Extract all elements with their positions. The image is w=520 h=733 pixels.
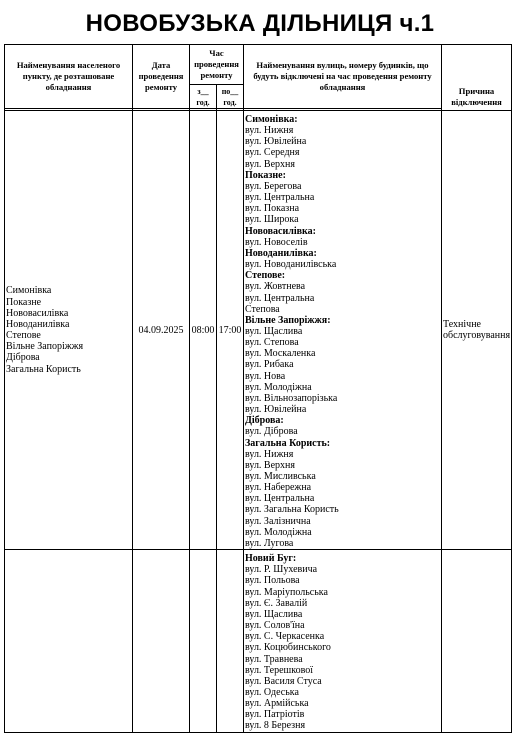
street-item: вул. Нижня (245, 448, 294, 460)
to-time-cell (217, 550, 244, 733)
table-row (5, 111, 512, 550)
street-item: вул. Травнева (245, 653, 303, 665)
header-to: по__ год. (217, 85, 244, 109)
street-item: вул. Показна (245, 203, 300, 215)
to-time-cell: 17:00 (217, 111, 244, 550)
street-item: вул. Степова (245, 337, 299, 349)
settlement-heading: Діброва: (245, 415, 284, 427)
from-time-cell (190, 550, 217, 733)
settlement-heading: Вільне Запоріжжя: (245, 314, 331, 326)
street-item: вул. Ювілейна (245, 404, 307, 416)
street-item: вул. Лугова (245, 537, 294, 549)
street-item: вул. Молодіжна (245, 526, 312, 538)
street-item: вул. Щаслива (245, 325, 303, 337)
settlements-cell (5, 111, 133, 550)
settlement-heading: Новий Буг: (245, 553, 297, 565)
street-item: вул. Центральна (245, 493, 315, 505)
street-item: вул. Патріотів (245, 709, 305, 721)
street-item: вул. Вільнозапорізька (245, 392, 338, 404)
street-item: вул. Центральна (245, 292, 315, 304)
outage-table (4, 44, 512, 733)
settlement-heading: Новоданилівка: (245, 247, 317, 259)
street-item: вул. Нижня (245, 125, 294, 137)
street-item: вул. Верхня (245, 158, 295, 170)
street-item: вул. Залізнична (245, 515, 311, 527)
street-item: вул. Маріупольська (245, 586, 328, 598)
page-title: НОВОБУЗЬКА ДІЛЬНИЦЯ ч.1 (85, 10, 435, 37)
street-item: вул. Широка (245, 214, 299, 226)
street-item: вул. Новоданилівська (245, 259, 337, 271)
street-item: вул. Нова (245, 370, 286, 382)
settlement-item: Новоданилівка (6, 318, 70, 330)
street-item: вул. Коцюбинського (245, 642, 331, 654)
table-row (5, 550, 512, 733)
street-item: вул. Берегова (245, 180, 302, 192)
street-item: вул. Молодіжна (245, 381, 312, 393)
settlement-heading: Степове: (245, 270, 286, 282)
street-item: вул. С. Черкасенка (245, 631, 325, 643)
street-item: вул. Діброва (245, 426, 298, 438)
reason-cell: Технічне обслуговування (442, 111, 512, 550)
settlement-item: Вільне Запоріжжя (6, 341, 84, 353)
header-settlement: Найменування населеного пункту, де розташоване обладнання (5, 45, 133, 109)
street-item: вул. Мисливська (245, 471, 316, 482)
street-item: вул. Василя Стуса (245, 675, 322, 687)
header-from: з__ год. (190, 85, 217, 109)
settlement-heading: Показне: (245, 169, 286, 181)
streets-cell (244, 550, 442, 733)
from-time-cell: 08:00 (190, 111, 217, 550)
street-item: вул. Центральна (245, 192, 315, 204)
settlement-heading: Симонівка: (245, 114, 298, 125)
street-item: вул. Ювілейна (245, 136, 307, 148)
street-item: вул. Рибака (245, 359, 294, 371)
header-reason: Причина відключення (442, 45, 512, 111)
street-item: вул. Загальна Користь (245, 504, 339, 516)
street-item: Степова (245, 303, 280, 315)
street-item: вул. Верхня (245, 459, 295, 471)
settlement-item: Симонівка (6, 285, 52, 297)
street-item: вул. Новоселів (245, 236, 308, 248)
street-item: вул. Набережна (245, 482, 312, 494)
header-time: Час проведення ремонту (190, 45, 244, 85)
street-item: вул. Р. Шухевича (245, 564, 318, 576)
street-item: вул. Армійська (245, 698, 309, 710)
settlement-item: Діброва (6, 352, 40, 364)
date-cell (133, 550, 190, 733)
street-item: вул. Солов'їна (245, 620, 305, 632)
settlement-heading: Нововасилівка: (245, 225, 316, 237)
settlements-cell (5, 550, 133, 733)
street-item: вул. Середня (245, 147, 300, 159)
settlement-item: Загальна Користь (6, 363, 81, 375)
settlement-item: Показне (6, 296, 42, 308)
street-item: вул. 8 Березня (245, 720, 306, 732)
reason-cell (442, 550, 512, 733)
street-item: вул. Є. Завалій (245, 597, 308, 609)
settlement-item: Нововасилівка (6, 307, 69, 319)
street-item: вул. Жовтнева (245, 281, 306, 293)
street-item: вул. Терешкової (245, 664, 314, 676)
street-item: вул. Москаленка (245, 348, 316, 360)
street-item: вул. Щаслива (245, 608, 303, 620)
header-streets: Найменування вулиць, номеру будинків, що будуть відключені на час проведення ремонту обладнання (244, 45, 442, 109)
streets-cell (244, 111, 442, 550)
date-cell: 04.09.2025 (133, 111, 190, 550)
header-date: Дата проведення ремонту (133, 45, 190, 109)
street-item: вул. Польова (245, 575, 300, 587)
street-item: вул. Одеська (245, 686, 299, 698)
settlement-item: Степове (6, 330, 41, 342)
settlement-heading: Загальна Користь: (245, 437, 331, 449)
